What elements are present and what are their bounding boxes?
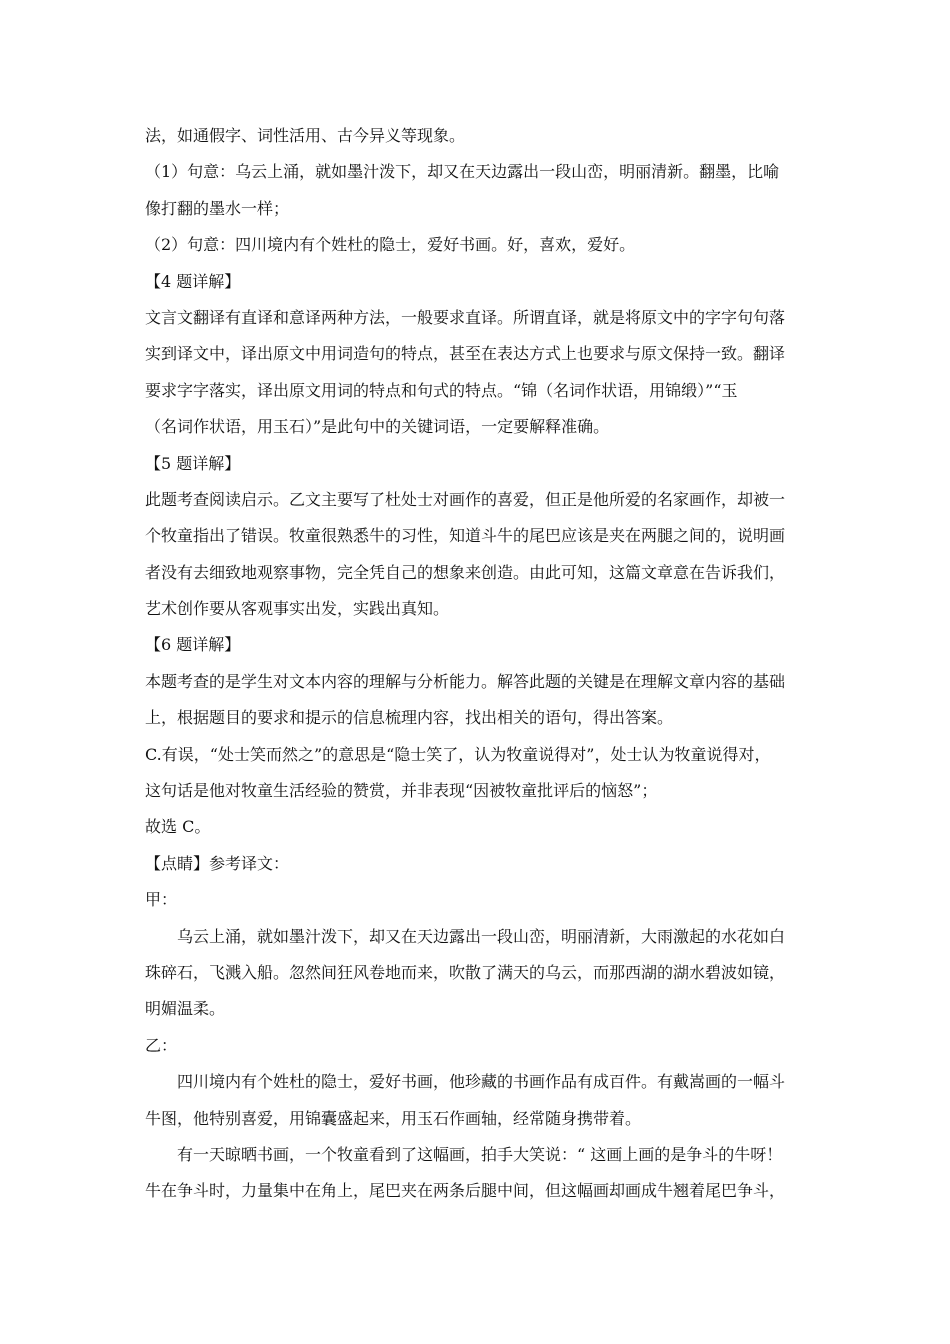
text-line: 上，根据题目的要求和提示的信息梳理内容，找出相关的语句，得出答案。 — [145, 708, 674, 728]
text-line: 牛图，他特别喜爱，用锦囊盛起来，用玉石作画轴，经常随身携带着。 — [145, 1108, 642, 1128]
text-line: 四川境内有个姓杜的隐士，爱好书画，他珍藏的书画作品有成百件。有戴嵩画的一幅斗 — [177, 1072, 786, 1092]
text-line: 有一天晾晒书画，一个牧童看到了这幅画，拍手大笑说：“ 这画上画的是争斗的牛呀！ — [177, 1144, 783, 1164]
section-heading: 【5 题详解】 — [145, 453, 241, 473]
section-heading: 【4 题详解】 — [145, 271, 241, 291]
text-line: 此题考查阅读启示。乙文主要写了杜处士对画作的喜爱，但正是他所爱的名家画作，却被一 — [145, 489, 786, 509]
text-line: 法，如通假字、词性活用、古今异义等现象。 — [145, 126, 466, 145]
text-line: 故选 C。 — [145, 817, 211, 837]
text-line: 乌云上涌，就如墨汁泼下，却又在天边露出一段山峦，明丽清新，大雨激起的水花如白 — [177, 926, 786, 946]
text-line: 像打翻的墨水一样； — [145, 198, 290, 218]
text-line: 珠碎石，飞溅入船。忽然间狂风卷地而来，吹散了满天的乌云，而那西湖的湖水碧波如镜， — [145, 962, 786, 982]
text-line: 文言文翻译有直译和意译两种方法，一般要求直译。所谓直译，就是将原文中的字字句句落 — [145, 307, 786, 327]
text-line: 艺术创作要从客观事实出发，实践出真知。 — [145, 599, 450, 619]
text-line: 要求字字落实，译出原文用词的特点和句式的特点。“锦（名词作状语，用锦缎）”“玉 — [145, 380, 738, 400]
text-line: 明媚温柔。 — [145, 999, 226, 1019]
text-line: 牛在争斗时，力量集中在角上，尾巴夹在两条后腿中间，但这幅画却画成牛翘着尾巴争斗， — [145, 1181, 786, 1201]
text-line: （2）句意：四川境内有个姓杜的隐士，爱好书画。好，喜欢，爱好。 — [145, 235, 636, 255]
text-line: 乙： — [145, 1035, 178, 1055]
section-heading: 【6 题详解】 — [145, 635, 241, 655]
text-line: （名词作状语，用玉石）”是此句中的关键词语，一定要解释准确。 — [145, 417, 610, 437]
text-line: （1）句意：乌云上涌，就如墨汁泼下，却又在天边露出一段山峦，明丽清新。翻墨，比喻 — [145, 162, 780, 182]
document-body — [145, 118, 815, 1210]
text-line: 个牧童指出了错误。牧童很熟悉牛的习性，知道斗牛的尾巴应该是夹在两腿之间的，说明画 — [145, 526, 786, 546]
text-line: C.有误，“处士笑而然之”的意思是“隐士笑了，认为牧童说得对”，处士认为牧童说得对， — [145, 744, 771, 764]
text-line: 本题考查的是学生对文本内容的理解与分析能力。解答此题的关键是在理解文章内容的基础 — [145, 671, 786, 691]
section-heading: 【点睛】参考译文： — [145, 853, 290, 873]
text-line: 甲： — [145, 890, 178, 910]
text-line: 这句话是他对牧童生活经验的赞赏，并非表现“因被牧童批评后的恼怒”； — [145, 781, 658, 801]
text-line: 者没有去细致地观察事物，完全凭自己的想象来创造。由此可知，这篇文章意在告诉我们， — [145, 562, 786, 582]
text-line: 实到译文中，译出原文中用词造句的特点，甚至在表达方式上也要求与原文保持一致。翻译 — [145, 344, 786, 364]
